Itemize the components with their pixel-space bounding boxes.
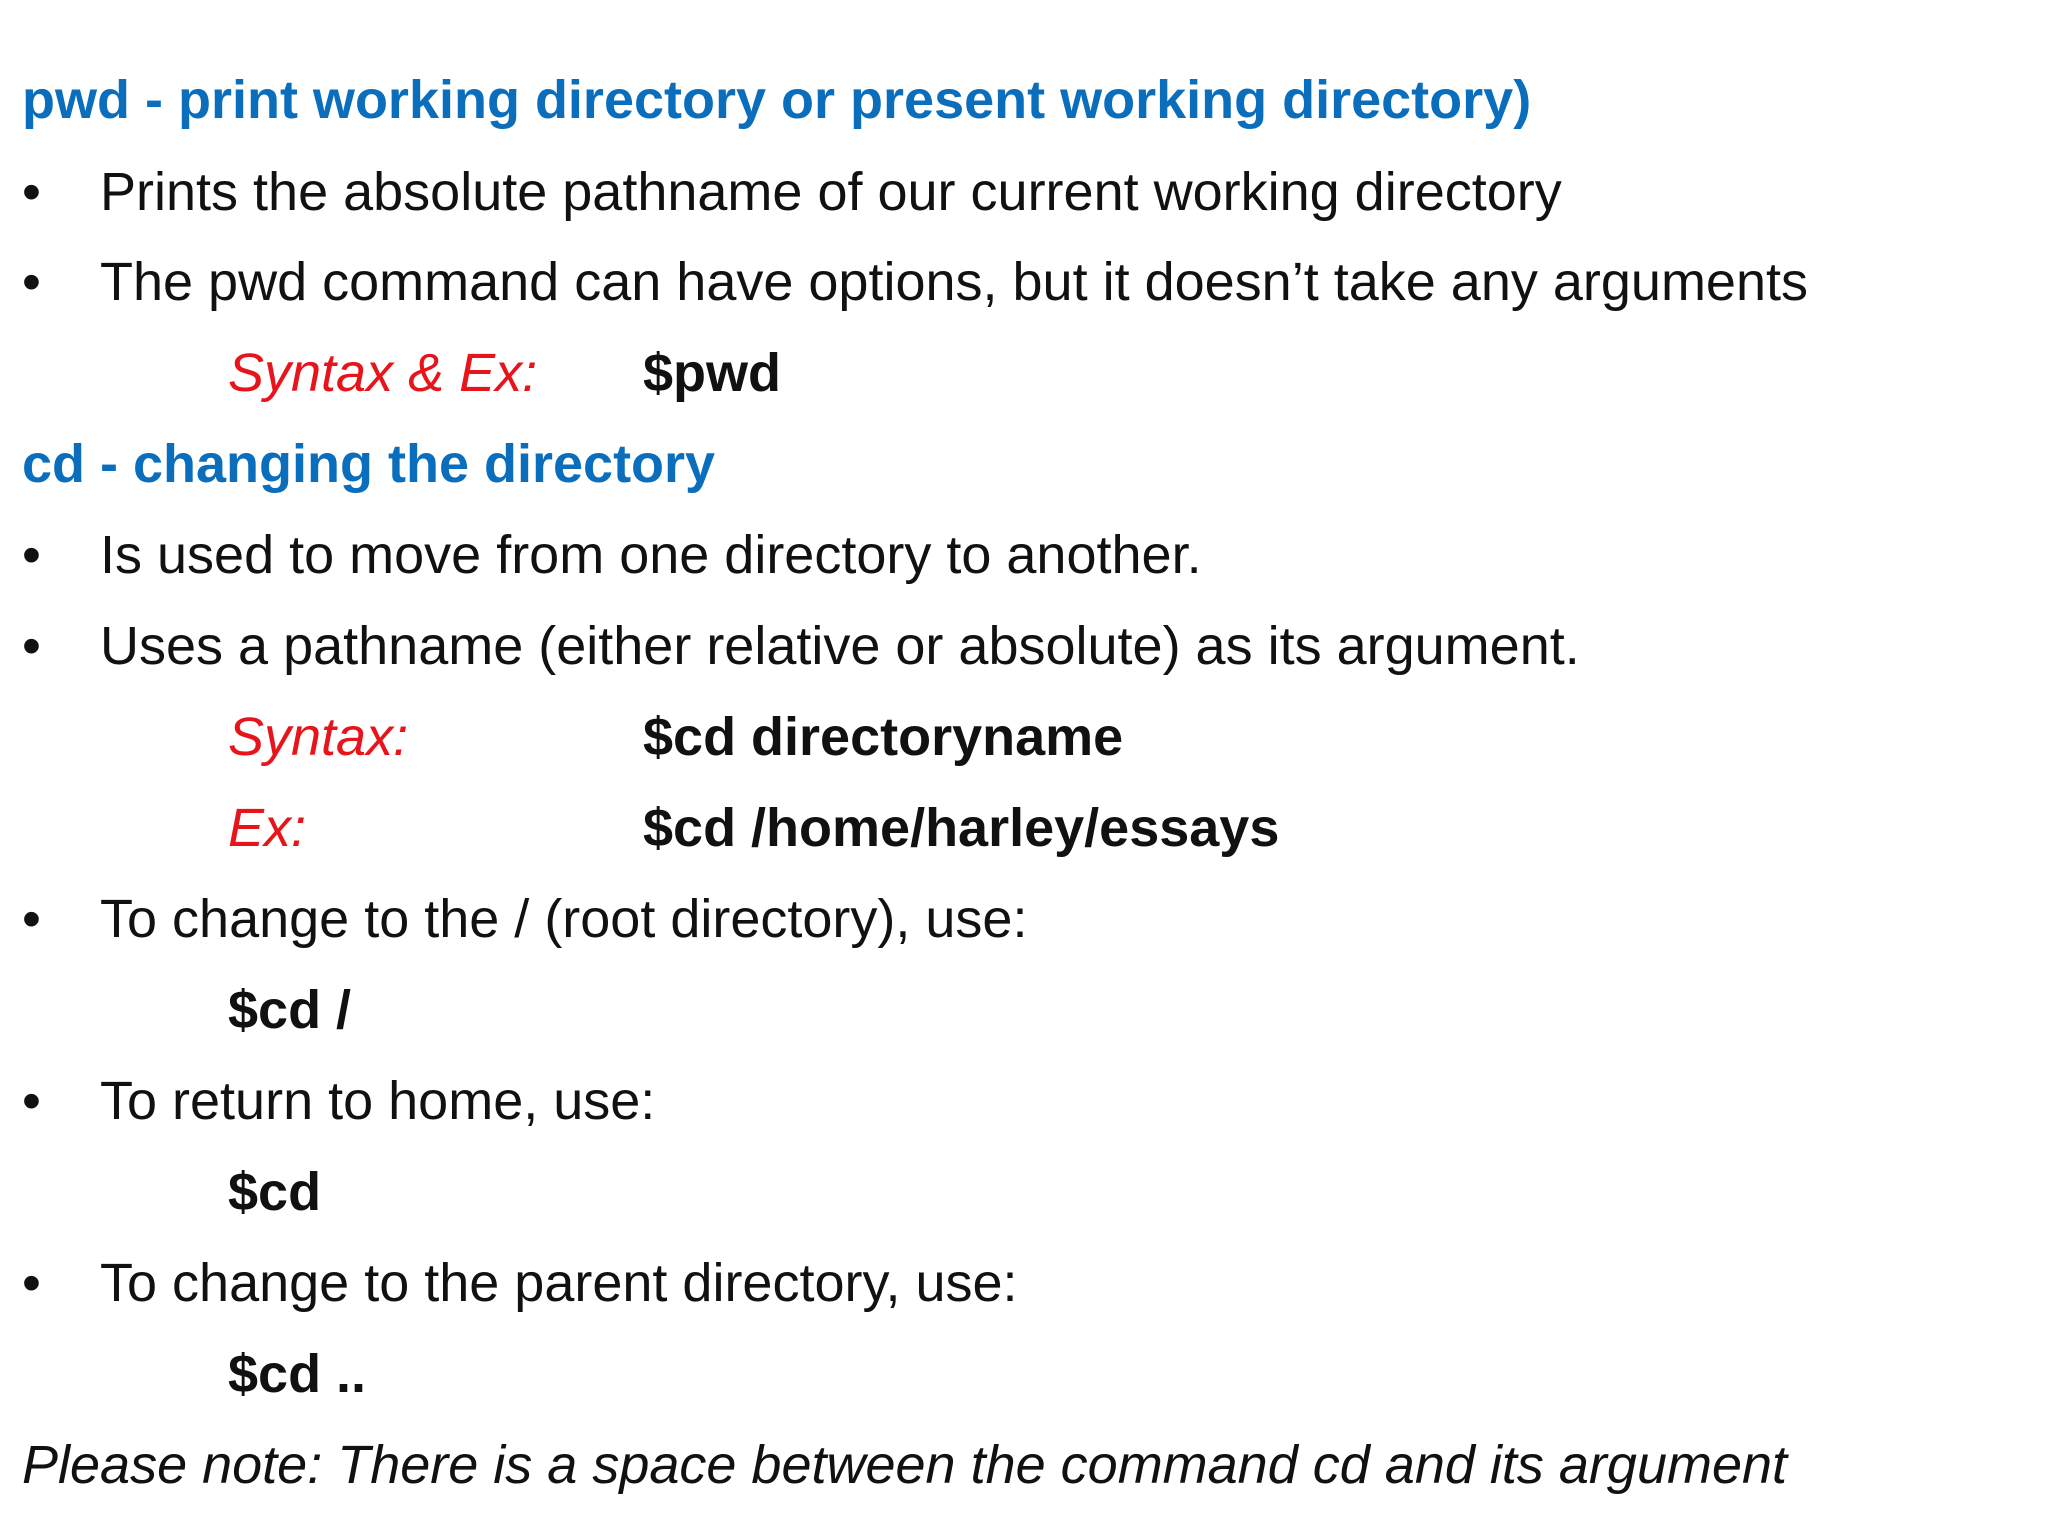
cd-heading: cd - changing the directory: [22, 434, 716, 494]
cd-syntax-label: Syntax:: [228, 707, 409, 767]
pwd-syntax-code: $pwd: [643, 343, 782, 403]
bullet-icon: •: [22, 1253, 41, 1313]
pwd-heading: pwd - print working directory or present working directory): [22, 70, 1532, 130]
cd-parent-bullet: To change to the parent directory, use:: [100, 1253, 1018, 1313]
bullet-icon: •: [22, 616, 41, 676]
cd-bullet-2: Uses a pathname (either relative or absolute) as its argument.: [100, 616, 1580, 676]
note-text: Please note: There is a space between the command cd and its argument: [22, 1435, 1788, 1495]
pwd-bullet-1: Prints the absolute pathname of our current working directory: [100, 162, 1562, 222]
cd-example-code: $cd /home/harley/essays: [643, 798, 1280, 858]
cd-example-label: Ex:: [228, 798, 307, 858]
bullet-icon: •: [22, 252, 41, 312]
cd-home-bullet: To return to home, use:: [100, 1071, 656, 1131]
cd-bullet-1: Is used to move from one directory to another.: [100, 525, 1202, 585]
bullet-icon: •: [22, 889, 41, 949]
pwd-syntax-label: Syntax & Ex:: [228, 343, 538, 403]
cd-root-bullet: To change to the / (root directory), use:: [100, 889, 1028, 949]
pwd-bullet-2: The pwd command can have options, but it doesn’t take any arguments: [100, 252, 1808, 312]
bullet-icon: •: [22, 162, 41, 222]
cd-parent-code: $cd ..: [228, 1344, 367, 1404]
cd-syntax-code: $cd directoryname: [643, 707, 1124, 767]
bullet-icon: •: [22, 525, 41, 585]
bullet-icon: •: [22, 1071, 41, 1131]
cd-root-code: $cd /: [228, 980, 352, 1040]
cd-home-code: $cd: [228, 1162, 322, 1222]
